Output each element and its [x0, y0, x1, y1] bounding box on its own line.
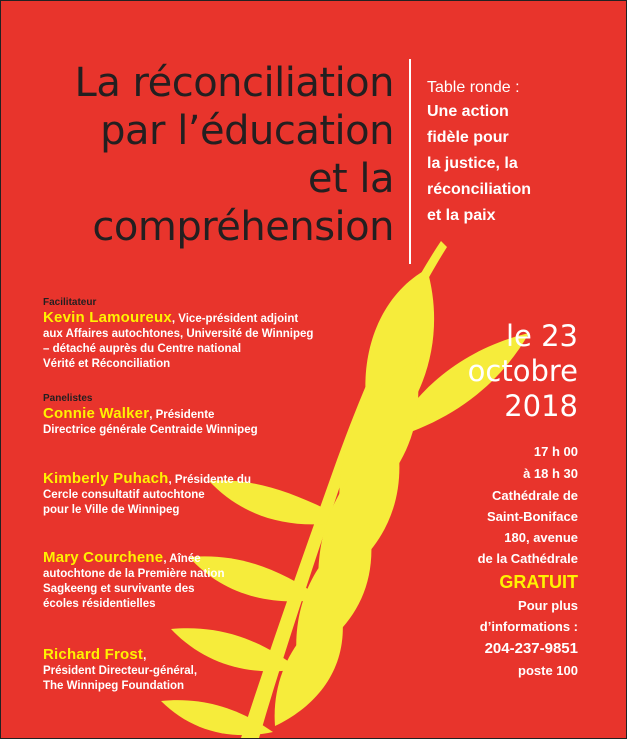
venue-line: de la Cathédrale	[477, 551, 578, 566]
info-line: d’informations :	[479, 619, 578, 634]
person-name: Kevin Lamoureux	[43, 309, 172, 326]
event-date	[468, 319, 578, 424]
roundtable-subtitle-line: et la paix	[427, 207, 496, 224]
person-desc: The Winnipeg Foundation	[43, 680, 185, 692]
venue-line: Saint-Boniface	[486, 509, 578, 524]
panelist-entry	[43, 471, 251, 518]
person-desc: , Vice-président adjoint	[171, 313, 299, 325]
person-name: Richard Frost	[43, 646, 144, 663]
person-desc: aux Affaires autochtones, Université de Winnipeg	[43, 328, 314, 340]
roundtable-label: Table ronde :	[427, 79, 520, 96]
facilitator-entry	[43, 310, 313, 372]
panelist-entry	[43, 550, 224, 612]
venue-line: Cathédrale de	[492, 488, 578, 503]
person-desc: ,	[143, 650, 147, 662]
time-line: à 18 h 30	[523, 466, 578, 481]
person-desc: , Présidente du	[168, 474, 251, 486]
title-divider	[409, 59, 411, 264]
person-name: Connie Walker	[43, 405, 150, 422]
roundtable-block	[427, 77, 531, 229]
roundtable-subtitle-line: la justice, la	[427, 155, 518, 172]
phone-number: 204-237-9851	[484, 640, 578, 657]
price-label: GRATUIT	[499, 572, 578, 592]
phone-extension: poste 100	[518, 663, 578, 678]
roundtable-subtitle-line: Une action	[427, 103, 509, 120]
title-line-1: La réconciliation	[74, 60, 394, 106]
title-line-3: et la	[307, 156, 394, 202]
title-line-4: compréhension	[92, 204, 394, 250]
person-desc: Directrice générale Centraide Winnipeg	[43, 424, 258, 436]
person-desc: , Aînée	[163, 553, 201, 565]
event-info	[478, 441, 578, 681]
person-desc: Sagkeeng et survivante des	[43, 583, 195, 595]
title-line-2: par l’éducation	[100, 108, 394, 154]
person-desc: Vérité et Réconciliation	[43, 358, 171, 370]
person-desc: , Présidente	[149, 409, 215, 421]
person-desc: autochtone de la Première nation	[43, 568, 225, 580]
info-line: Pour plus	[518, 598, 578, 613]
panelist-entry	[43, 647, 197, 694]
person-desc: écoles résidentielles	[43, 598, 156, 610]
roundtable-subtitle-line: réconciliation	[427, 181, 532, 198]
roundtable-subtitle-line: fidèle pour	[427, 129, 509, 146]
person-name: Mary Courchene	[43, 549, 164, 566]
person-name: Kimberly Puhach	[43, 470, 169, 487]
panelists-role-label: Panelistes	[43, 393, 93, 404]
person-desc: Président Directeur-général,	[43, 665, 198, 677]
facilitator-role-label: Facilitateur	[43, 297, 97, 308]
date-line: octobre	[467, 354, 578, 388]
venue-line: 180, avenue	[504, 530, 578, 545]
date-line: le 23	[505, 319, 578, 353]
panelist-entry	[43, 406, 258, 438]
person-desc: pour le Ville de Winnipeg	[43, 504, 180, 516]
person-desc: – détaché auprès du Centre national	[43, 343, 242, 355]
person-desc: Cercle consultatif autochtone	[43, 489, 205, 501]
date-line: 2018	[504, 389, 578, 423]
time-line: 17 h 00	[533, 444, 578, 459]
